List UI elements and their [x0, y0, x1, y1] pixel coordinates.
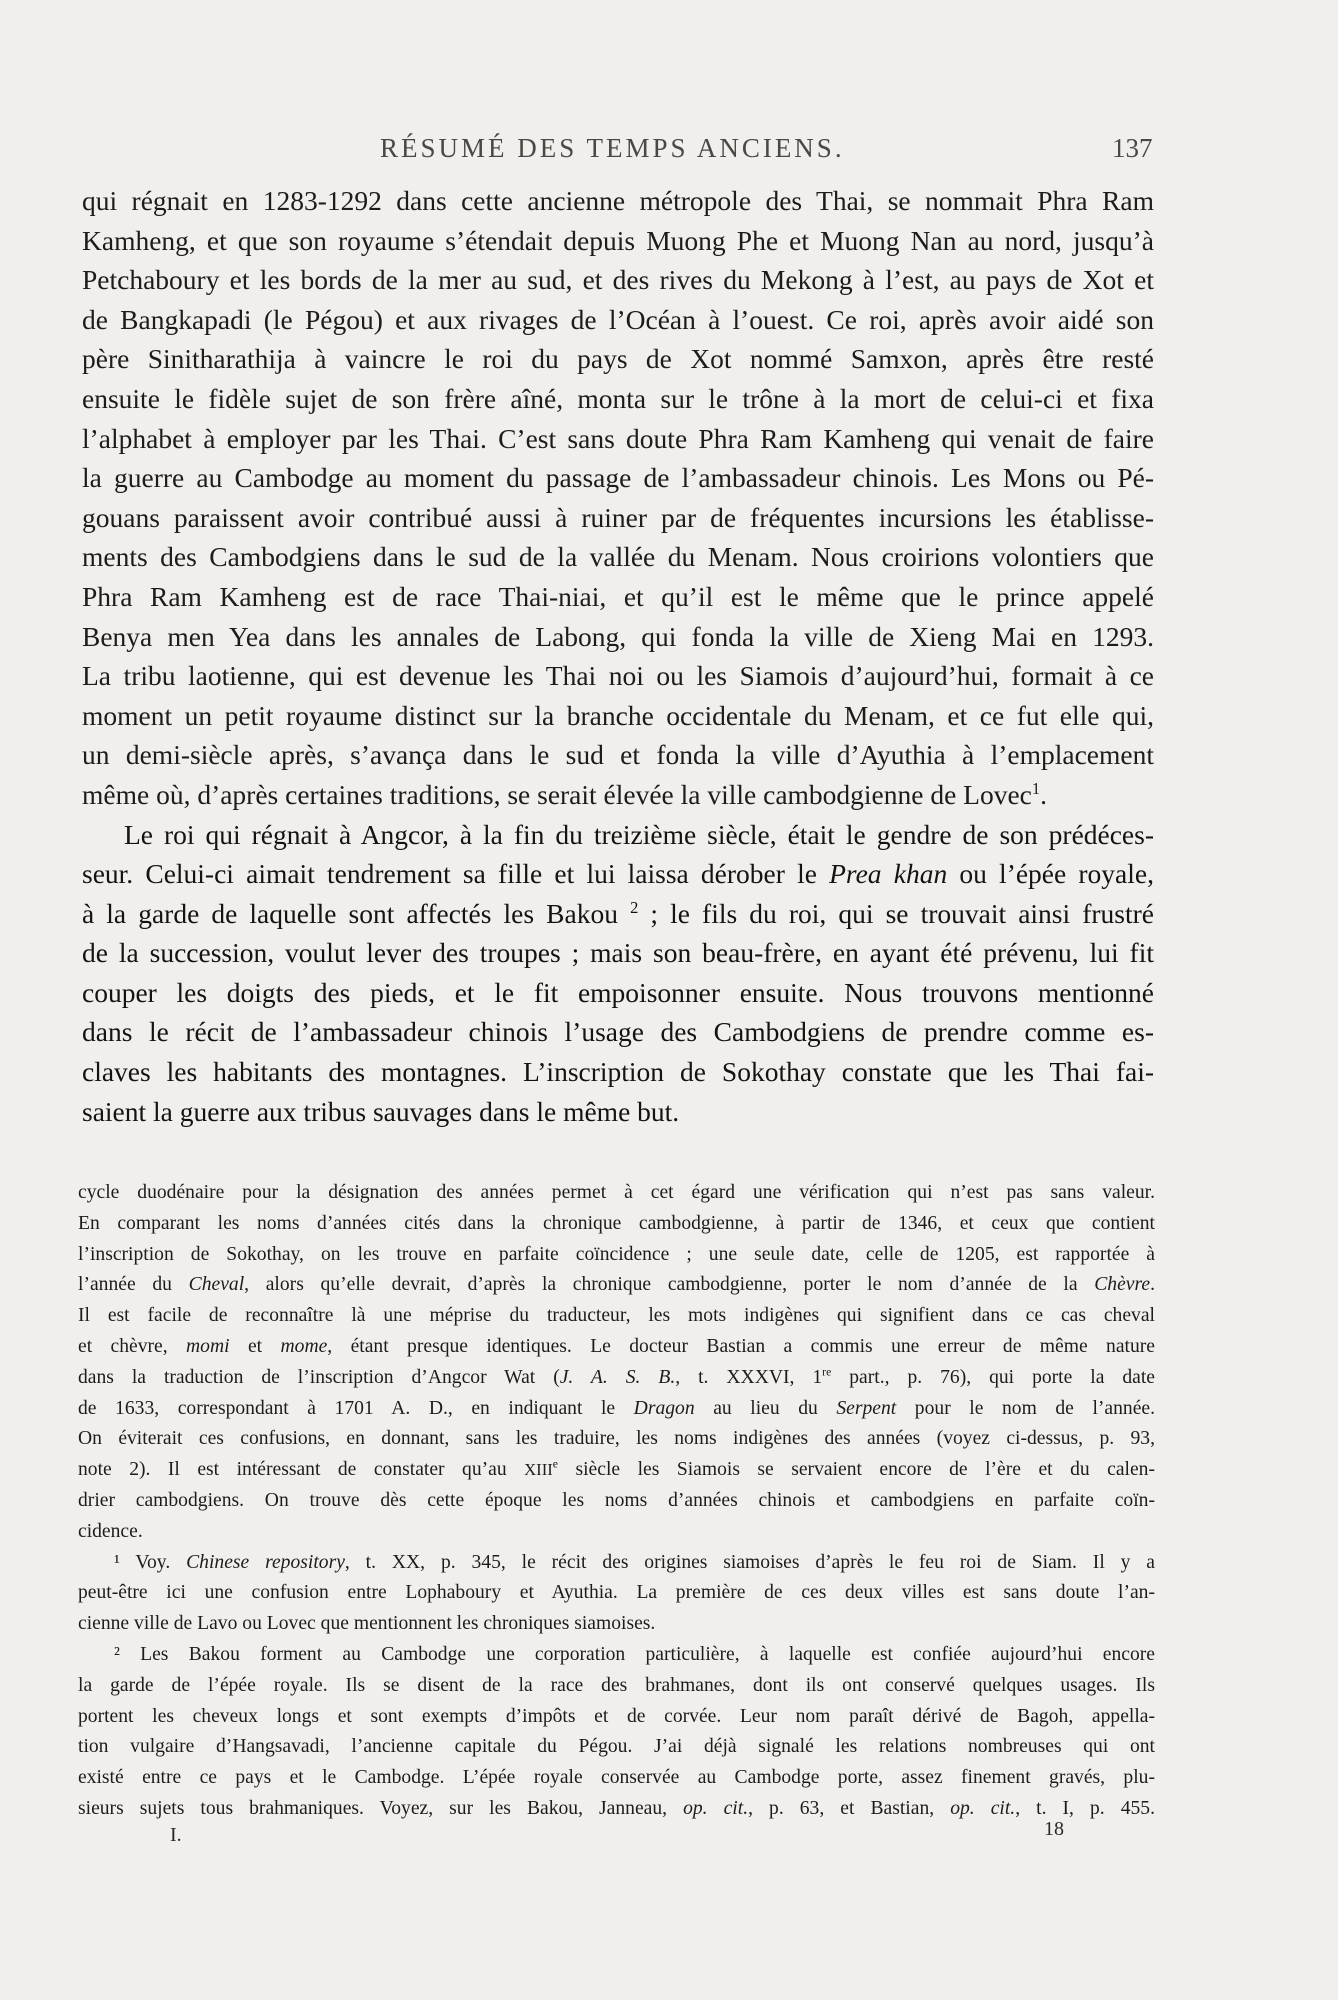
- text-line: de Bangkapadi (le Pégou) et aux rivages de l’Océan à l’ouest. Ce roi, après avoir aidé son: [82, 303, 1154, 335]
- text-fragment: à la garde de laquelle sont affectés les Bakou: [82, 897, 631, 929]
- note-fragment: dans la traduction de l’inscription d’Angcor Wat (: [78, 1366, 560, 1388]
- note-fragment: note 2). Il est intéressant de constater qu’au: [78, 1459, 525, 1481]
- note-line: portent les cheveux longs et sont exempts d’impôts et de corvée. Leur nom paraît dérivé de Bagoh, appella-: [78, 1705, 1155, 1727]
- text-line: qui régnait en 1283-1292 dans cette ancienne métropole des Thai, se nommait Phra Ram: [82, 185, 1154, 216]
- note-line: En comparant les noms d’années cités dans la chronique cambodgienne, à partir de 1346, et ceux que contient: [78, 1212, 1155, 1234]
- note-line: existé entre ce pays et le Cambodge. L’épée royale conservée au Cambodge porte, assez finement gravés, plu-: [78, 1767, 1155, 1789]
- text-line: moment un petit royaume distinct sur la branche occidentale du Menam, et ce fut elle qui,: [82, 699, 1154, 731]
- text-line: l’alphabet à employer par les Thai. C’est sans doute Phra Ram Kamheng qui venait de faire: [82, 422, 1154, 454]
- text-line: la guerre au Cambodge au moment du passage de l’ambassadeur chinois. Les Mons ou Pé-: [82, 462, 1154, 494]
- note-line: cidence.: [78, 1520, 143, 1542]
- italic-term: mome: [280, 1335, 328, 1357]
- text-line: saient la guerre aux tribus sauvages dans le même but.: [82, 1095, 680, 1127]
- note-line: cycle duodénaire pour la désignation des années permet à cet égard une vérification qui n’est pas sans valeur.: [78, 1182, 1155, 1203]
- page-number: 137: [1112, 133, 1153, 163]
- text-line: couper les doigts des pieds, et le fit empoisonner ensuite. Nous trouvons mentionné: [82, 976, 1154, 1008]
- superscript: re: [822, 1365, 832, 1379]
- note-line: On éviterait ces confusions, en donnant, sans les traduire, les noms indigènes des années (voyez ci-dessus, p. 93,: [78, 1428, 1155, 1450]
- text-line: Petchaboury et les bords de la mer au sud, et des rives du Mekong à l’est, au pays de Xot et: [82, 264, 1154, 296]
- italic-term: Prea khan: [829, 858, 948, 890]
- superscript: e: [552, 1457, 559, 1471]
- text-line-content: même où, d’après certaines traditions, se serait élevée la ville cambodgienne de Lovec: [82, 778, 1032, 810]
- text-line: père Sinitharathija à vaincre le roi du pays de Xot nommé Samxon, après être resté: [82, 343, 1154, 375]
- note-fragment: , t. I, p. 455.: [1015, 1797, 1156, 1819]
- italic-term: Dragon: [633, 1397, 695, 1419]
- note-fragment: , étant presque identiques. Le docteur Bastian a commis une erreur de même nature: [327, 1335, 1155, 1357]
- text-line: dans le récit de l’ambassadeur chinois l’usage des Cambodgiens de prendre comme es-: [82, 1016, 1154, 1048]
- note-line: peut-être ici une confusion entre Lophaboury et Ayuthia. La première de ces deux villes est sans doute l’an-: [78, 1582, 1155, 1604]
- note-fragment: .: [1150, 1274, 1155, 1296]
- note-line: [78, 1363, 1155, 1394]
- note-line: l’inscription de Sokothay, on les trouve en parfaite coïncidence ; une seule date, celle de 1205, est rapportée à: [78, 1243, 1155, 1265]
- text-line: ments des Cambodgiens dans le sud de la vallée du Menam. Nous croirions volontiers que: [82, 541, 1154, 573]
- text-line: un demi-siècle après, s’avança dans le sud et fonda la ville d’Ayuthia à l’emplacement: [82, 739, 1154, 771]
- note-line: la garde de l’épée royale. Ils se disent de la race des brahmanes, dont ils ont conservé quelques usages. Ils: [78, 1674, 1155, 1696]
- italic-term: op. cit.: [950, 1797, 1016, 1819]
- footnotes: [78, 1178, 1155, 1825]
- note-fragment: part., p. 76), qui porte la date: [831, 1366, 1155, 1388]
- text-line: même où, d’après certaines traditions, se serait élevée la ville cambodgienne de Lovec$^1$.: [82, 778, 1048, 810]
- italic-term: Chèvre: [1094, 1274, 1151, 1296]
- text-line: ensuite le fidèle sujet de son frère aîné, monta sur le trône à la mort de celui-ci et fixa: [82, 382, 1154, 414]
- small-caps: XIII: [524, 1460, 553, 1480]
- note-fragment: pour le nom de l’année.: [896, 1397, 1155, 1419]
- note-fragment: , t. XX, p. 345, le récit des origines siamoises d’après le feu roi de Siam. Il y a: [344, 1551, 1155, 1573]
- text-line: Kamheng, et que son royaume s’étendait depuis Muong Phe et Muong Nan au nord, jusqu’à: [82, 224, 1154, 256]
- volume-mark: I.: [170, 1824, 182, 1846]
- note-line: [78, 1270, 1155, 1301]
- text-line: [82, 854, 1154, 894]
- footnote-ref: 2: [630, 897, 639, 917]
- note-fragment: au lieu du: [694, 1397, 837, 1419]
- note-line: [78, 1794, 1155, 1825]
- italic-term: momi: [186, 1335, 230, 1357]
- note-fragment: et: [229, 1335, 281, 1357]
- main-text: [82, 181, 1154, 1131]
- footnote-1: [78, 1548, 1155, 1579]
- signature-mark: 18: [1044, 1818, 1064, 1840]
- note-line: [78, 1332, 1155, 1363]
- note-line: [78, 1455, 1155, 1486]
- italic-term: J. A. S. B.: [559, 1366, 676, 1388]
- italic-term: op. cit.: [683, 1797, 749, 1819]
- text-line: Le roi qui régnait à Angcor, à la fin du treizième siècle, était le gendre de son prédéces-: [124, 818, 1154, 850]
- note-line: [78, 1394, 1155, 1425]
- text-line: de la succession, voulut lever des troupes ; mais son beau-frère, en ayant été prévenu, lui fit: [82, 937, 1154, 969]
- footnote-2: ² Les Bakou forment au Cambodge une corporation particulière, à laquelle est confiée aujourd’hui encore: [114, 1643, 1155, 1665]
- text-fragment: seur. Celui-ci aimait tendrement sa fille et lui laissa dérober le: [82, 858, 830, 890]
- text-fragment: ; le fils du roi, qui se trouvait ainsi frustré: [638, 897, 1155, 929]
- running-header: RÉSUMÉ DES TEMPS ANCIENS.: [380, 133, 845, 163]
- italic-term: Chinese repository: [186, 1551, 345, 1573]
- note-line: Il est facile de reconnaître là une méprise du traducteur, les mots indigènes qui signifient dans ce cas cheval: [78, 1305, 1155, 1327]
- note-fragment: ¹ Voy.: [114, 1551, 187, 1573]
- text-line: Benya men Yea dans les annales de Labong, qui fonda la ville de Xieng Mai en 1293.: [82, 620, 1154, 652]
- text-line: gouans paraissent avoir contribué aussi à ruiner par de fréquentes incursions les établisse-: [82, 501, 1154, 533]
- note-fragment: et chèvre,: [78, 1335, 187, 1357]
- note-fragment: de 1633, correspondant à 1701 A. D., en indiquant le: [78, 1397, 634, 1419]
- text-line: Phra Ram Kamheng est de race Thai-niai, et qu’il est le même que le prince appelé: [82, 580, 1154, 612]
- note-line: tion vulgaire d’Hangsavadi, l’ancienne capitale du Pégou. J’ai déjà signalé les relations nombreuses qui ont: [78, 1736, 1155, 1758]
- text-line: claves les habitants des montagnes. L’inscription de Sokothay constate que les Thai fai-: [82, 1056, 1154, 1088]
- note-fragment: , p. 63, et Bastian,: [748, 1797, 951, 1819]
- italic-term: Serpent: [836, 1397, 897, 1419]
- note-fragment: sieurs sujets tous brahmaniques. Voyez, sur les Bakou, Janneau,: [78, 1797, 684, 1819]
- note-line: cienne ville de Lavo ou Lovec que mentionnent les chroniques siamoises.: [78, 1613, 656, 1635]
- text-line: La tribu laotienne, qui est devenue les Thai noi ou les Siamois d’aujourd’hui, formait à ce: [82, 660, 1154, 692]
- note-fragment: , t. XXXVI, 1: [675, 1366, 823, 1388]
- text-fragment: ou l’épée royale,: [947, 858, 1154, 890]
- footnote-ref: 1: [1031, 778, 1041, 798]
- note-line: drier cambodgiens. On trouve dès cette époque les noms d’années chinois et cambodgiens en parfaite coïn-: [78, 1489, 1155, 1511]
- note-fragment: l’année du: [78, 1274, 189, 1296]
- text-line: [82, 894, 1154, 934]
- italic-term: Cheval: [188, 1274, 245, 1296]
- note-fragment: , alors qu’elle devrait, d’après la chronique cambodgienne, porter le nom d’année de la: [244, 1274, 1095, 1296]
- note-fragment: siècle les Siamois se servaient encore de l’ère et du calen-: [558, 1459, 1155, 1481]
